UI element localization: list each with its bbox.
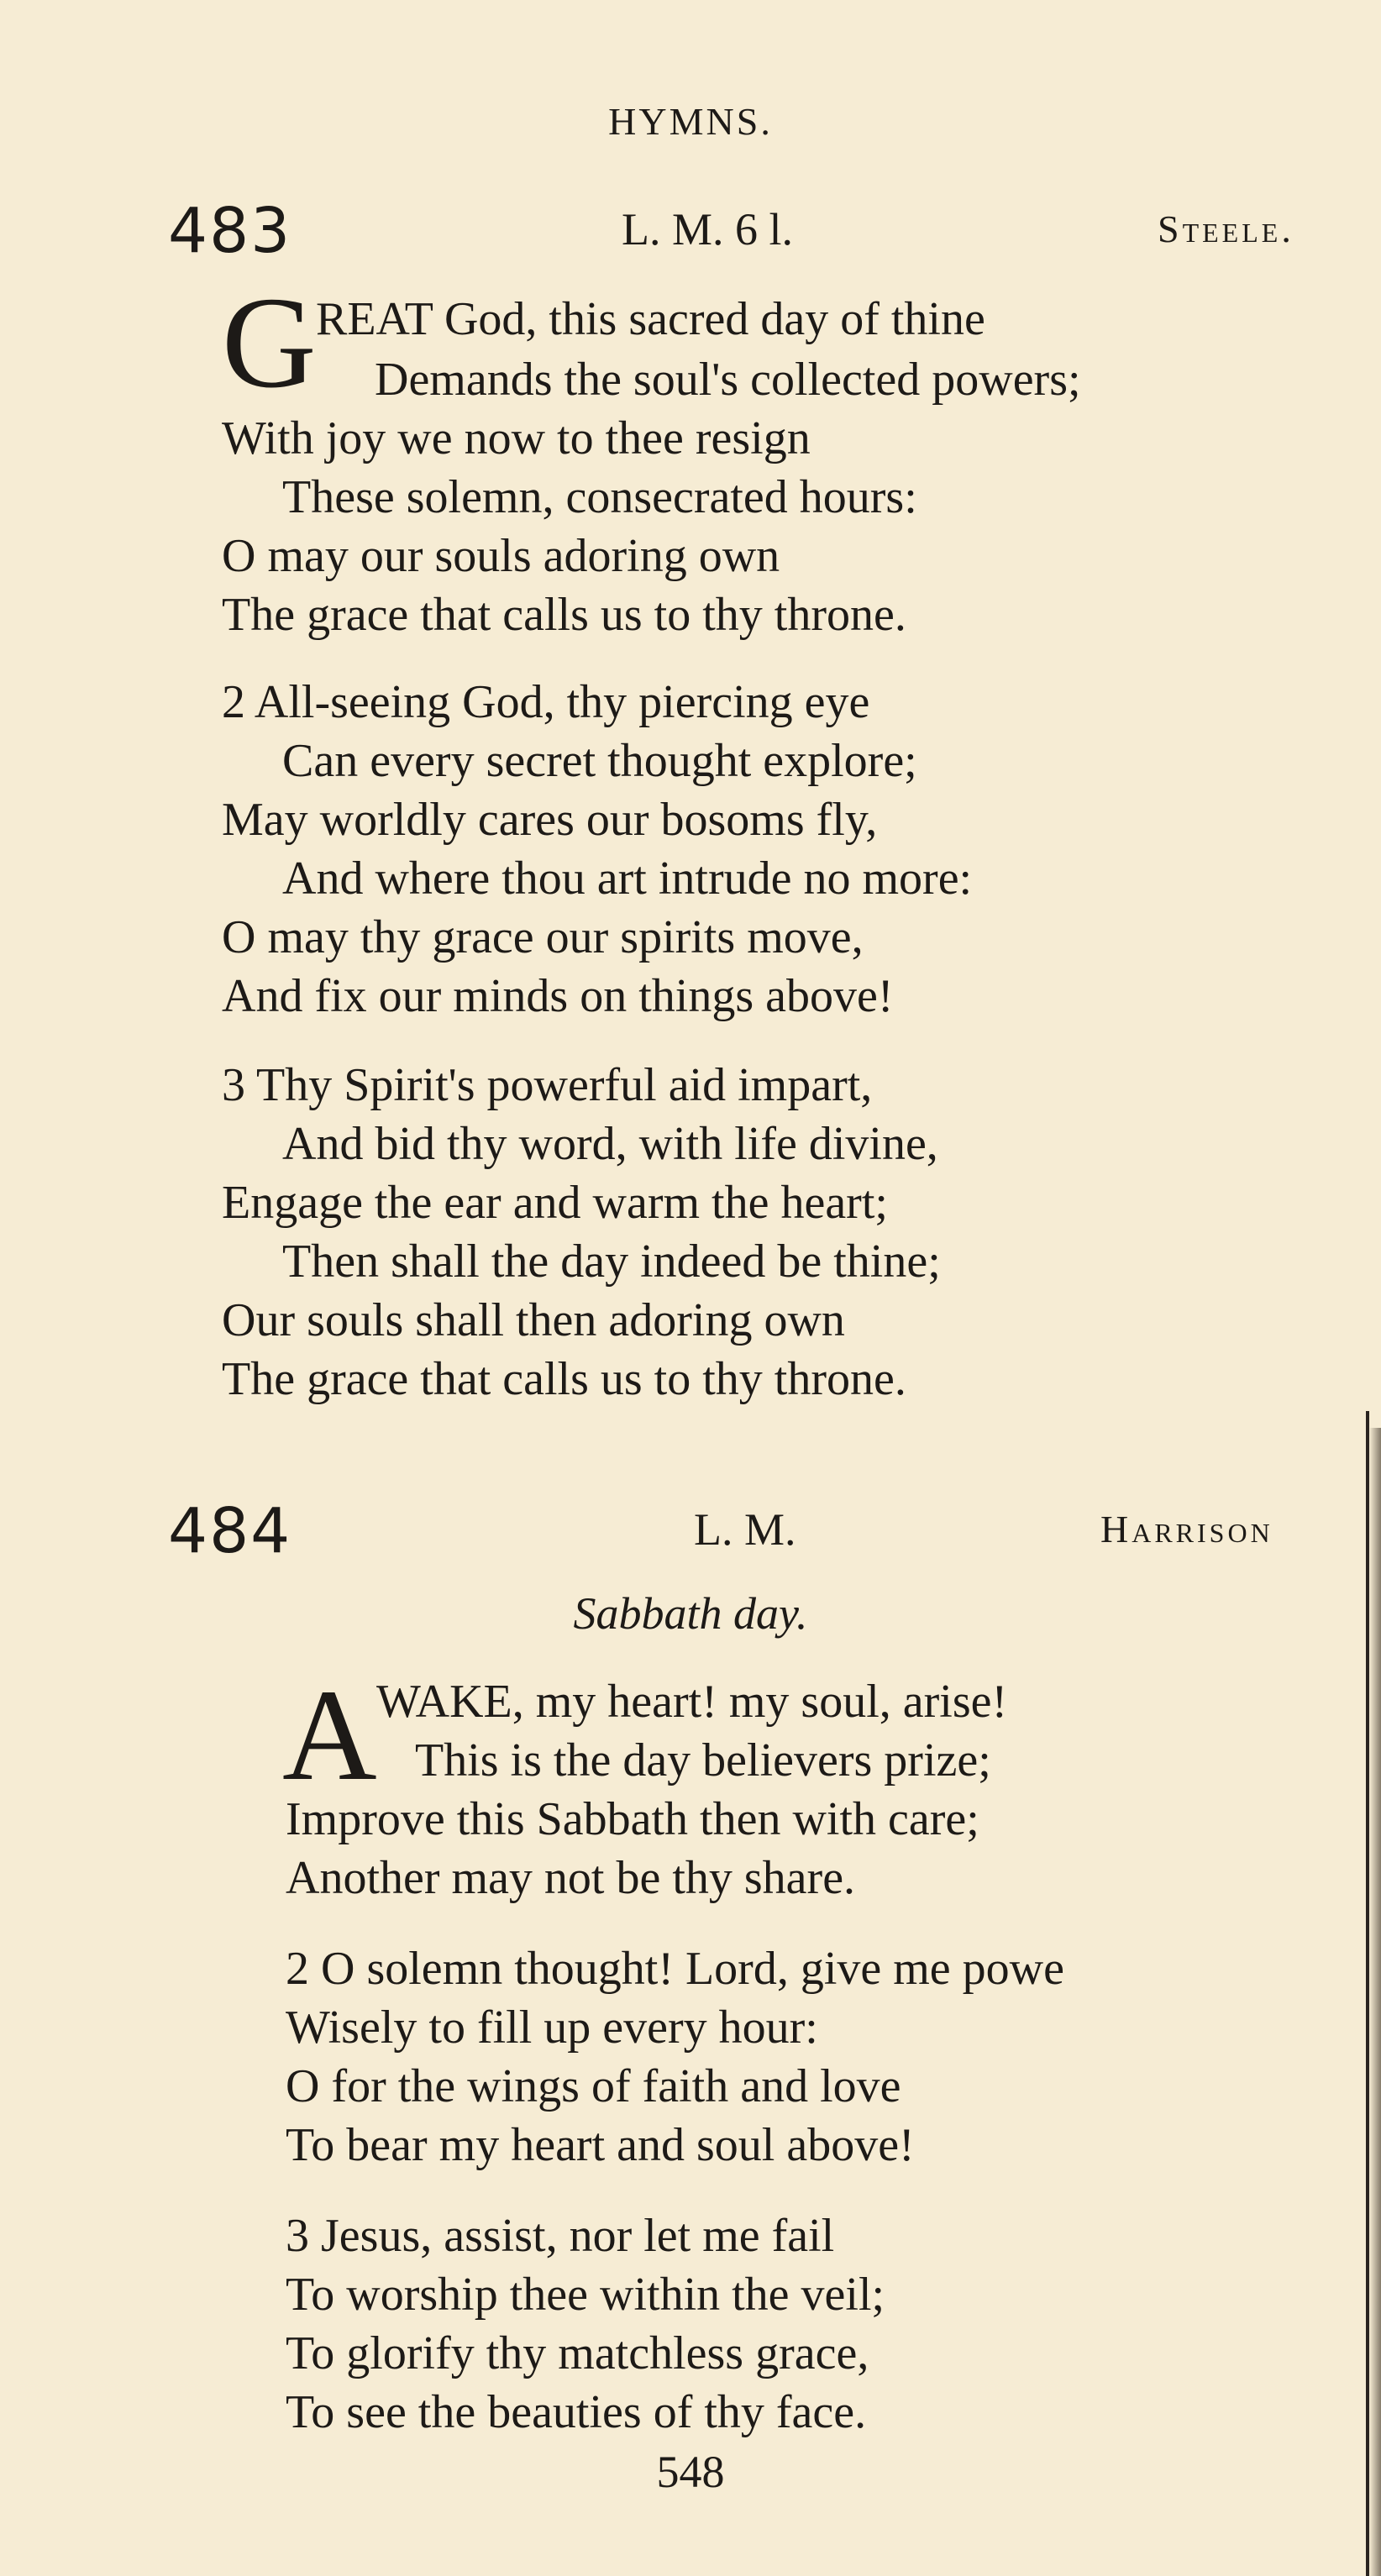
verse-line: REAT God, this sacred day of thine — [316, 293, 985, 345]
verse-line: The grace that calls us to thy throne. — [222, 1353, 906, 1405]
verse-line: With joy we now to thee resign — [222, 412, 811, 464]
hymn-484-header — [0, 1495, 1381, 1567]
verse-line: And fix our minds on things above! — [222, 970, 894, 1022]
verse-line: And bid thy word, with life divine, — [282, 1118, 938, 1170]
verse-line: 2 All-seeing God, thy piercing eye — [222, 676, 870, 728]
verse-line: O may thy grace our spirits move, — [222, 911, 864, 963]
running-head: HYMNS. — [608, 100, 773, 143]
verse-line: Our souls shall then adoring own — [222, 1294, 845, 1346]
verse-line: Then shall the day indeed be thine; — [282, 1236, 941, 1288]
hymn-author: Steele. — [1158, 207, 1294, 250]
hymn-number: 484 — [168, 1495, 292, 1567]
verse-line: Another may not be thy share. — [286, 1852, 856, 1904]
verse-line: And where thou art intrude no more: — [282, 853, 973, 905]
verse-line: May worldly cares our bosoms fly, — [222, 794, 878, 846]
verse-line: These solemn, consecrated hours: — [282, 471, 917, 523]
verse-line: This is the day believers prize; — [415, 1734, 991, 1786]
hymn-author: Harrison — [1100, 1508, 1273, 1550]
hymn-meter: L. M. 6 l. — [622, 204, 794, 254]
hymn-number: 483 — [168, 195, 292, 267]
verse-line: 3 Thy Spirit's powerful aid impart, — [222, 1059, 873, 1111]
verse-line: Demands the soul's collected powers; — [375, 354, 1081, 406]
verse-line: To bear my heart and soul above! — [286, 2119, 915, 2171]
drop-cap: A — [282, 1662, 377, 1807]
drop-cap: G — [222, 270, 317, 415]
hymn-483-header — [0, 195, 1381, 267]
page-number: 548 — [656, 2447, 725, 2497]
verse-line: O for the wings of faith and love — [286, 2060, 901, 2112]
verse-line: Improve this Sabbath then with care; — [286, 1793, 979, 1845]
verse-line: 2 O solemn thought! Lord, give me powe — [286, 1943, 1064, 1995]
hymn-subtitle: Sabbath day. — [573, 1588, 808, 1639]
verse-line: 3 Jesus, assist, nor let me fail — [286, 2210, 835, 2262]
verse-line: Engage the ear and warm the heart; — [222, 1177, 888, 1229]
verse-line: The grace that calls us to thy throne. — [222, 589, 906, 641]
verse-line: To worship thee within the veil; — [286, 2269, 885, 2321]
verse-line: Can every secret thought explore; — [282, 735, 917, 787]
verse-line: To glorify thy matchless grace, — [286, 2327, 869, 2379]
verse-line: O may our souls adoring own — [222, 530, 780, 582]
hymn-meter: L. M. — [694, 1504, 796, 1555]
verse-line: WAKE, my heart! my soul, arise! — [376, 1676, 1008, 1728]
verse-line: Wisely to fill up every hour: — [286, 2002, 818, 2054]
verse-line: To see the beauties of thy face. — [286, 2386, 867, 2438]
